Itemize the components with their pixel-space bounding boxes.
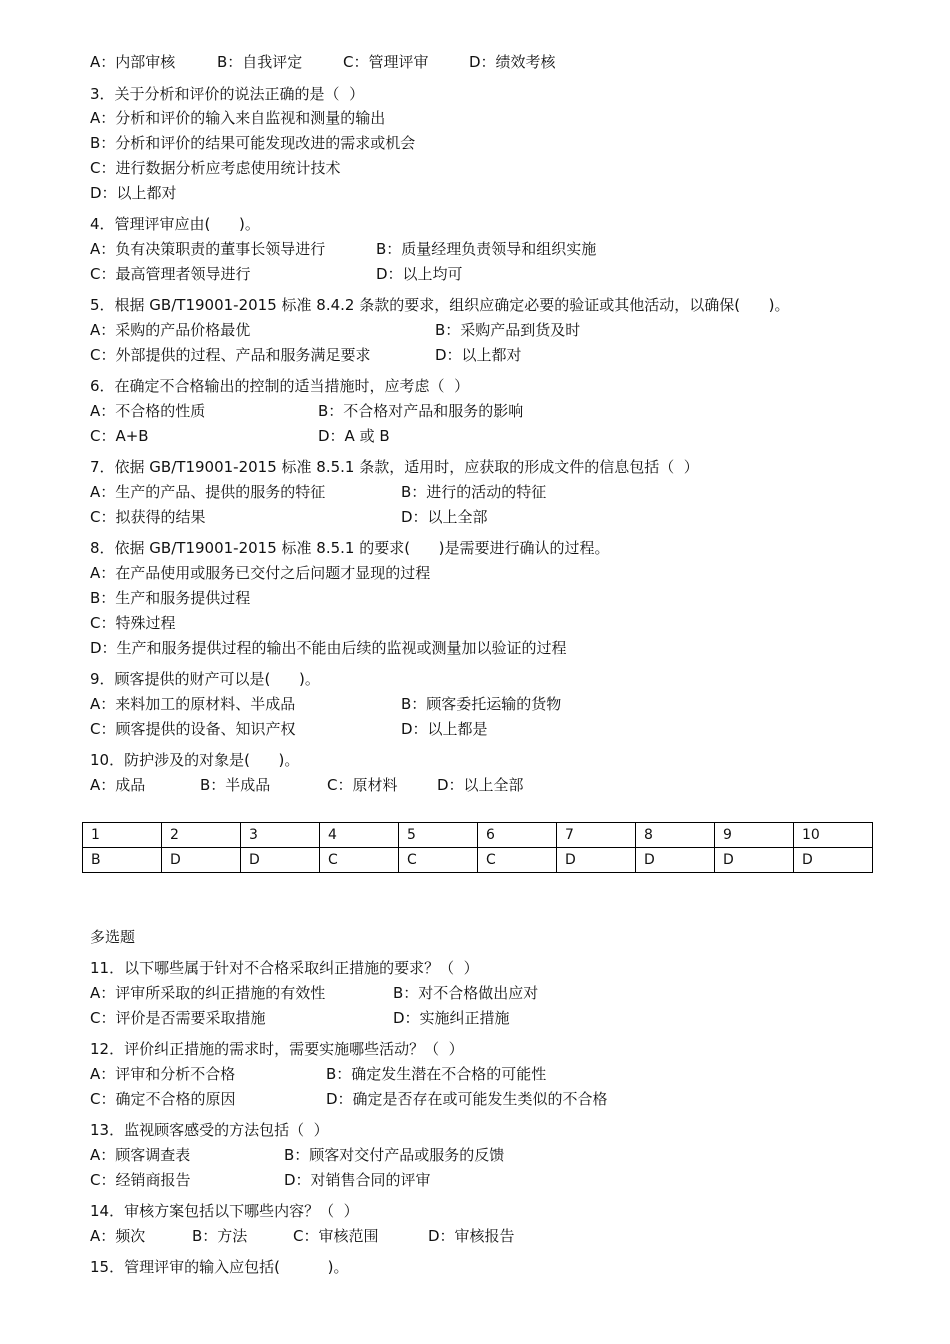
table-cell-answer: C xyxy=(320,848,399,873)
section-heading-multi: 多选题 xyxy=(90,928,136,946)
table-cell-answer: D xyxy=(241,848,320,873)
table-cell-number: 6 xyxy=(478,823,557,848)
q11-option-d: D：实施纠正措施 xyxy=(393,1009,510,1027)
q4-option-d: D：以上均可 xyxy=(376,265,463,283)
q11-option-b: B：对不合格做出应对 xyxy=(393,984,539,1002)
answer-table xyxy=(82,822,873,873)
q7-option-c: C：拟获得的结果 xyxy=(90,508,206,526)
q4-stem: 4．管理评审应由( )。 xyxy=(90,215,260,233)
q8-stem: 8．依据 GB/T19001-2015 标准 8.5.1 的要求( )是需要进行确认的过程。 xyxy=(90,539,610,557)
q8-option-b: B：生产和服务提供过程 xyxy=(90,589,251,607)
q5-stem: 5．根据 GB/T19001-2015 标准 8.4.2 条款的要求，组织应确定必要的验证或其他活动，以确保( )。 xyxy=(90,296,790,314)
q13-option-a: A：顾客调查表 xyxy=(90,1146,191,1164)
q4-option-c: C：最高管理者领导进行 xyxy=(90,265,251,283)
q13-option-b: B：顾客对交付产品或服务的反馈 xyxy=(284,1146,505,1164)
q13-option-d: D：对销售合同的评审 xyxy=(284,1171,431,1189)
table-cell-number: 5 xyxy=(399,823,478,848)
table-cell-number: 9 xyxy=(715,823,794,848)
q9-option-c: C：顾客提供的设备、知识产权 xyxy=(90,720,296,738)
q14-stem: 14．审核方案包括以下哪些内容？（ ） xyxy=(90,1202,359,1220)
q3-option-a: A：分析和评价的输入来自监视和测量的输出 xyxy=(90,109,386,127)
q13-stem: 13．监视顾客感受的方法包括（ ） xyxy=(90,1121,329,1139)
q11-option-c: C：评价是否需要采取措施 xyxy=(90,1009,266,1027)
q6-option-b: B：不合格对产品和服务的影响 xyxy=(318,402,524,420)
q12-option-d: D：确定是否存在或可能发生类似的不合格 xyxy=(326,1090,608,1108)
q3-stem: 3．关于分析和评价的说法正确的是（ ） xyxy=(90,85,365,103)
q10-option-b: B：半成品 xyxy=(200,776,271,794)
q3-option-c: C：进行数据分析应考虑使用统计技术 xyxy=(90,159,341,177)
q11-stem: 11．以下哪些属于针对不合格采取纠正措施的要求？（ ） xyxy=(90,959,479,977)
q12-stem: 12．评价纠正措施的需求时，需要实施哪些活动？（ ） xyxy=(90,1040,464,1058)
q5-option-a: A：采购的产品价格最优 xyxy=(90,321,251,339)
q6-stem: 6．在确定不合格输出的控制的适当措施时，应考虑（ ） xyxy=(90,377,470,395)
table-cell-answer: C xyxy=(478,848,557,873)
q9-stem: 9．顾客提供的财产可以是( )。 xyxy=(90,670,320,688)
table-cell-number: 4 xyxy=(320,823,399,848)
q14-option-d: D：审核报告 xyxy=(428,1227,515,1245)
q9-option-a: A：来料加工的原材料、半成品 xyxy=(90,695,296,713)
table-cell-answer: D xyxy=(715,848,794,873)
q3-option-b: B：分析和评价的结果可能发现改进的需求或机会 xyxy=(90,134,416,152)
q7-option-d: D：以上全部 xyxy=(401,508,488,526)
q8-option-c: C：特殊过程 xyxy=(90,614,176,632)
table-cell-answer: C xyxy=(399,848,478,873)
q5-option-d: D：以上都对 xyxy=(435,346,522,364)
table-cell-number: 10 xyxy=(794,823,873,848)
table-cell-answer: D xyxy=(557,848,636,873)
q15-stem: 15．管理评审的输入应包括( )。 xyxy=(90,1258,349,1276)
table-cell-answer: D xyxy=(636,848,715,873)
q12-option-c: C：确定不合格的原因 xyxy=(90,1090,236,1108)
q14-option-c: C：审核范围 xyxy=(293,1227,379,1245)
q13-option-c: C：经销商报告 xyxy=(90,1171,191,1189)
q3-option-d: D：以上都对 xyxy=(90,184,177,202)
table-cell-answer: B xyxy=(83,848,162,873)
q6-option-d: D：A 或 B xyxy=(318,427,390,445)
answer-table-number-row xyxy=(83,823,873,848)
q10-option-a: A：成品 xyxy=(90,776,146,794)
q8-option-a: A：在产品使用或服务已交付之后问题才显现的过程 xyxy=(90,564,431,582)
q8-option-d: D：生产和服务提供过程的输出不能由后续的监视或测量加以验证的过程 xyxy=(90,639,567,657)
table-cell-number: 7 xyxy=(557,823,636,848)
q7-option-a: A：生产的产品、提供的服务的特征 xyxy=(90,483,326,501)
q9-option-b: B：顾客委托运输的货物 xyxy=(401,695,562,713)
table-cell-number: 8 xyxy=(636,823,715,848)
q5-option-c: C：外部提供的过程、产品和服务满足要求 xyxy=(90,346,371,364)
q9-option-d: D：以上都是 xyxy=(401,720,488,738)
table-cell-answer: D xyxy=(794,848,873,873)
table-cell-number: 2 xyxy=(162,823,241,848)
q2-option-b: B：自我评定 xyxy=(217,53,303,71)
q2-option-d: D：绩效考核 xyxy=(469,53,556,71)
q12-option-a: A：评审和分析不合格 xyxy=(90,1065,236,1083)
q5-option-b: B：采购产品到货及时 xyxy=(435,321,581,339)
table-cell-number: 3 xyxy=(241,823,320,848)
answer-table-answer-row xyxy=(83,848,873,873)
q7-option-b: B：进行的活动的特征 xyxy=(401,483,547,501)
q11-option-a: A：评审所采取的纠正措施的有效性 xyxy=(90,984,326,1002)
q10-stem: 10．防护涉及的对象是( )。 xyxy=(90,751,300,769)
q14-option-b: B：方法 xyxy=(192,1227,248,1245)
q2-option-a: A：内部审核 xyxy=(90,53,176,71)
q12-option-b: B：确定发生潜在不合格的可能性 xyxy=(326,1065,547,1083)
q14-option-a: A：频次 xyxy=(90,1227,146,1245)
q7-stem: 7．依据 GB/T19001-2015 标准 8.5.1 条款，适用时，应获取的形成文件的信息包括（ ） xyxy=(90,458,699,476)
q4-option-b: B：质量经理负责领导和组织实施 xyxy=(376,240,597,258)
q10-option-d: D：以上全部 xyxy=(437,776,524,794)
q4-option-a: A：负有决策职责的董事长领导进行 xyxy=(90,240,326,258)
table-cell-answer: D xyxy=(162,848,241,873)
table-cell-number: 1 xyxy=(83,823,162,848)
q2-option-c: C：管理评审 xyxy=(343,53,429,71)
q6-option-a: A：不合格的性质 xyxy=(90,402,206,420)
q10-option-c: C：原材料 xyxy=(327,776,398,794)
q6-option-c: C：A+B xyxy=(90,427,149,445)
